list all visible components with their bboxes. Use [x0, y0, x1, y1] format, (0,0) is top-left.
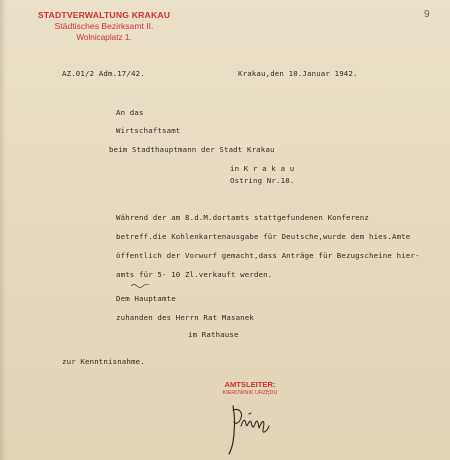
signature-stamp	[210, 380, 290, 398]
recipient-line-1: Dem Hauptamte	[116, 294, 176, 303]
letterhead-stamp	[34, 10, 174, 43]
address-line-5: Ostring Nr.18.	[230, 176, 295, 185]
letterhead-line-3: Wolnicaplatz 1.	[76, 33, 132, 42]
page-edge-shadow	[0, 0, 6, 460]
address-line-3: beim Stadthauptmann der Stadt Krakau	[109, 145, 275, 154]
letterhead-line-2: Städtisches Bezirksamt II.	[54, 21, 154, 31]
body-line-3: öffentlich der Vorwurf gemacht,dass Anträge für Bezugscheine hier-	[116, 251, 420, 260]
page-number: 9	[424, 9, 430, 20]
address-line-4: in K r a k a u	[230, 164, 295, 173]
letterhead-line-1: STADTVERWALTUNG KRAKAU	[37, 10, 171, 20]
handwritten-mark-icon	[130, 282, 150, 288]
signature-stamp-subtitle: KIEROWNIK URZĘDU	[222, 390, 278, 396]
note-text: zur Kenntnisnahme.	[62, 357, 145, 366]
recipient-line-2: zuhanden des Herrn Rat Masanek	[116, 313, 254, 322]
place-date: Krakau,den 10.Januar 1942.	[238, 69, 358, 78]
address-line-1: An das	[116, 108, 144, 117]
address-line-2: Wirtschaftsamt	[116, 126, 181, 135]
body-line-2: betreff.die Kohlenkartenausgabe für Deutsche,wurde dem hies.Amte	[116, 232, 411, 241]
signature-stamp-title: AMTSLEITER:	[224, 380, 276, 389]
recipient-line-3: im Rathause	[188, 330, 239, 339]
reference-number: AZ.01/2 Adm.17/42.	[62, 69, 145, 78]
body-line-1: Während der am 8.d.M.dortamts stattgefundenen Konferenz	[116, 213, 369, 222]
handwritten-signature-icon	[225, 402, 285, 458]
body-line-4: amts für 5- 10 Zl.verkauft werden.	[116, 270, 273, 279]
